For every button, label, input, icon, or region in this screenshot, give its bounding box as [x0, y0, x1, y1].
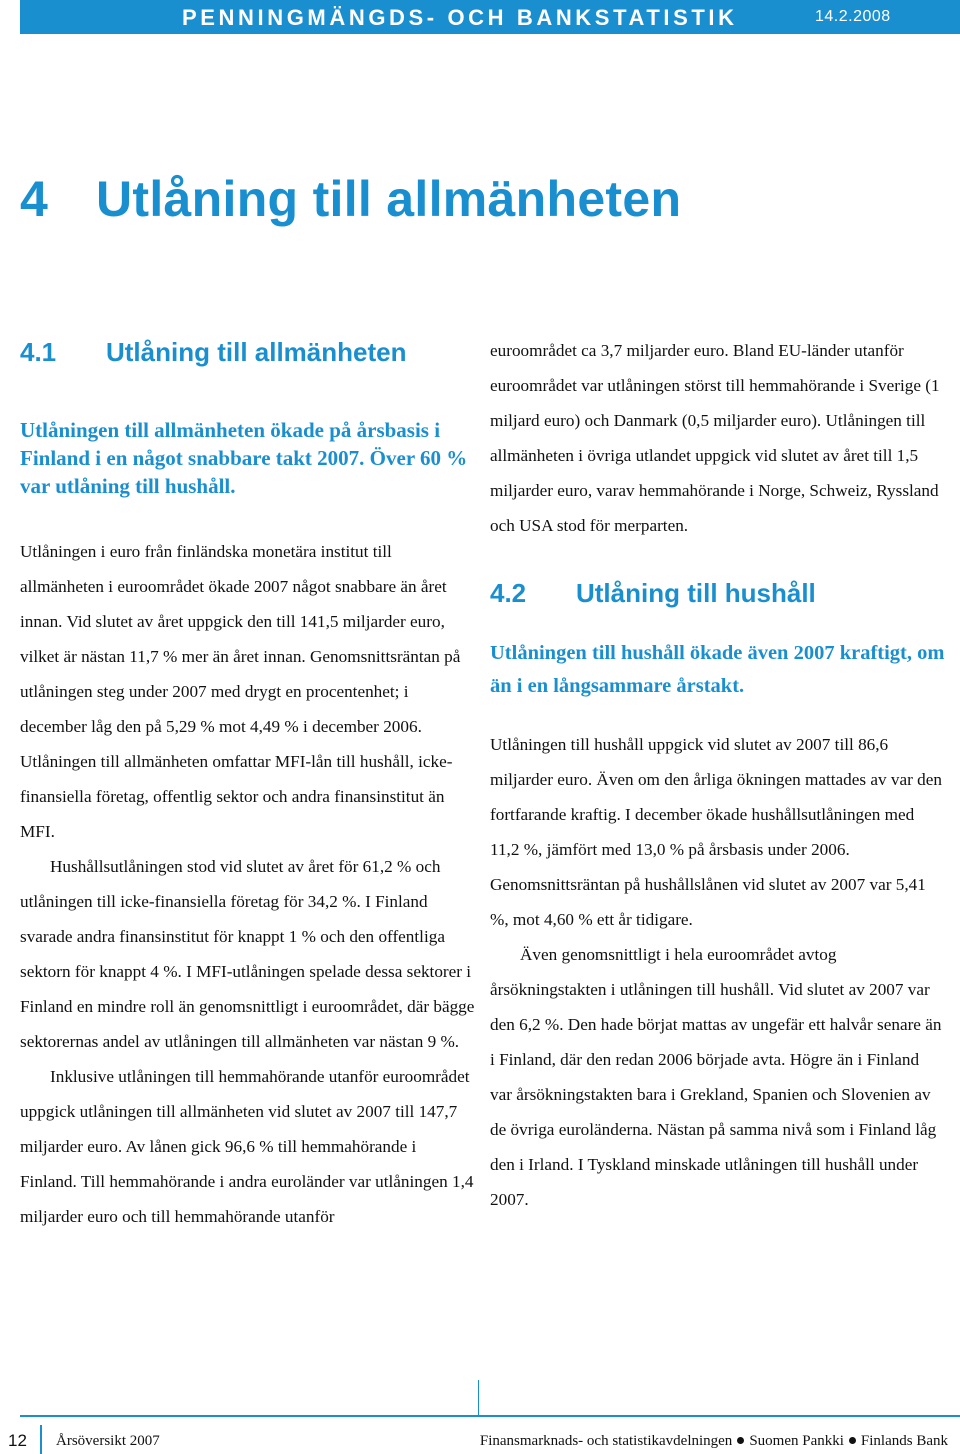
header-title: PENNINGMÄNGDS- OCH BANKSTATISTIK [182, 5, 738, 30]
chapter-title-text: Utlåning till allmänheten [96, 171, 682, 227]
footer-org-fi: Suomen Pankki [749, 1433, 844, 1449]
section-lead: Utlåningen till allmänheten ökade på årsbasis i Finland i en något snabbare takt 2007. Över 60 % var utlåning till hushåll. [20, 418, 468, 498]
paragraph: Hushållsutlåningen stod vid slutet av året för 61,2 % och utlåningen till icke-finansiella företag för 34,2 %. I Finland svarade andra finansinstitut för knappt 1 % och den offentliga sektorn för knappt 4 %. I MFI-utlåningen spelade dessa sektorer i Finland en mindre roll än genomsnittligt i euroområdet, där bägge sektorernas andel av utlåningen till allmänheten var nästan 9 %. [20, 857, 475, 1051]
section-heading-4-2 [490, 571, 945, 615]
section-number: 4.1 [20, 337, 57, 367]
footer-organization [480, 1433, 948, 1450]
left-column [20, 330, 475, 1234]
paragraph: Även genomsnittligt i hela euroområdet avtog årsökningstakten i utlåningen till hushåll. Vid slutet av 2007 var den 6,2 %. Den hade börjat mattas av ungefär ett halvår senare än i Finland, där den redan 2006 började avta. Högre än i Finland var årsökningstakten bara i Grekland, Spanien och Slovenien av de övriga euroländerna. Nästan på samma nivå som i Finland låg den i Irland. I Tyskland minskade utlåningen till hushåll under 2007. [490, 945, 942, 1209]
footer-rule [20, 1415, 960, 1417]
chapter-number: 4 [20, 171, 49, 227]
section-heading-4-1 [20, 330, 475, 374]
footer-publication: Årsöversikt 2007 [56, 1433, 160, 1449]
page-number: 12 [8, 1431, 27, 1450]
paragraph: Inklusive utlåningen till hemmahörande utanför euroområdet uppgick utlåningen till allmänheten vid slutet av 2007 till 147,7 miljarder euro. Av lånen gick 96,6 % till hemmahörande i Finland. Till hemmahörande i andra euroländer var utlåningen 1,4 miljarder euro och till hemmahörande utanför [20, 1067, 474, 1226]
page-header [20, 0, 960, 34]
section-title: Utlåning till allmänheten [106, 337, 407, 367]
footer-org-sv: Finlands Bank [860, 1433, 948, 1449]
paragraph: Utlåningen i euro från finländska monetära institut till allmänheten i euroområdet ökade 2007 något snabbare än året innan. Vid slutet av året uppgick den till 141,5 miljarder euro, vilket är nästan 11,7 % mer än året innan. Genomsnittsräntan på utlåningen steg under 2007 med drygt en procentenhet; i december låg den på 5,29 % mot 4,49 % i december 2006. Utlåningen till allmänheten omfattar MFI-lån till hushåll, icke-finansiella företag, offentlig sektor och andra finansinstitut än MFI. [20, 542, 461, 841]
footer-department: Finansmarknads- och statistikavdelningen [479, 1433, 733, 1449]
section-title: Utlåning till hushåll [576, 578, 816, 608]
header-date: 14.2.2008 [815, 8, 891, 25]
bullet-icon [849, 1437, 856, 1444]
section-number: 4.2 [490, 578, 527, 608]
bullet-icon [737, 1437, 744, 1444]
footer-divider [40, 1425, 42, 1454]
section-lead: Utlåningen till hushåll ökade även 2007 kraftigt, om än i en långsammare årstakt. [490, 642, 945, 697]
chapter-title [20, 170, 681, 228]
right-column [490, 330, 945, 1217]
paragraph: euroområdet ca 3,7 miljarder euro. Bland EU-länder utanför euroområdet var utlåningen störst till hemmahörande i Sverige (1 miljard euro) och Danmark (0,5 miljarder euro). Utlåningen till allmänheten i övriga utlandet uppgick vid slutet av året till 1,5 miljarder euro, varav hemmahörande i Norge, Schweiz, Ryssland och USA stod för merparten. [490, 341, 940, 535]
page-footer [0, 1425, 960, 1454]
paragraph: Utlåningen till hushåll uppgick vid slutet av 2007 till 86,6 miljarder euro. Även om den årliga ökningen mattades av var den fortfarande kraftig. I december ökade hushållsutlåningen med 11,2 %, jämfört med 13,0 % på årsbasis under 2006. Genomsnittsräntan på hushållslånen vid slutet av 2007 var 5,41 %, mot 4,60 % ett år tidigare. [490, 735, 942, 929]
column-divider [478, 1380, 479, 1415]
